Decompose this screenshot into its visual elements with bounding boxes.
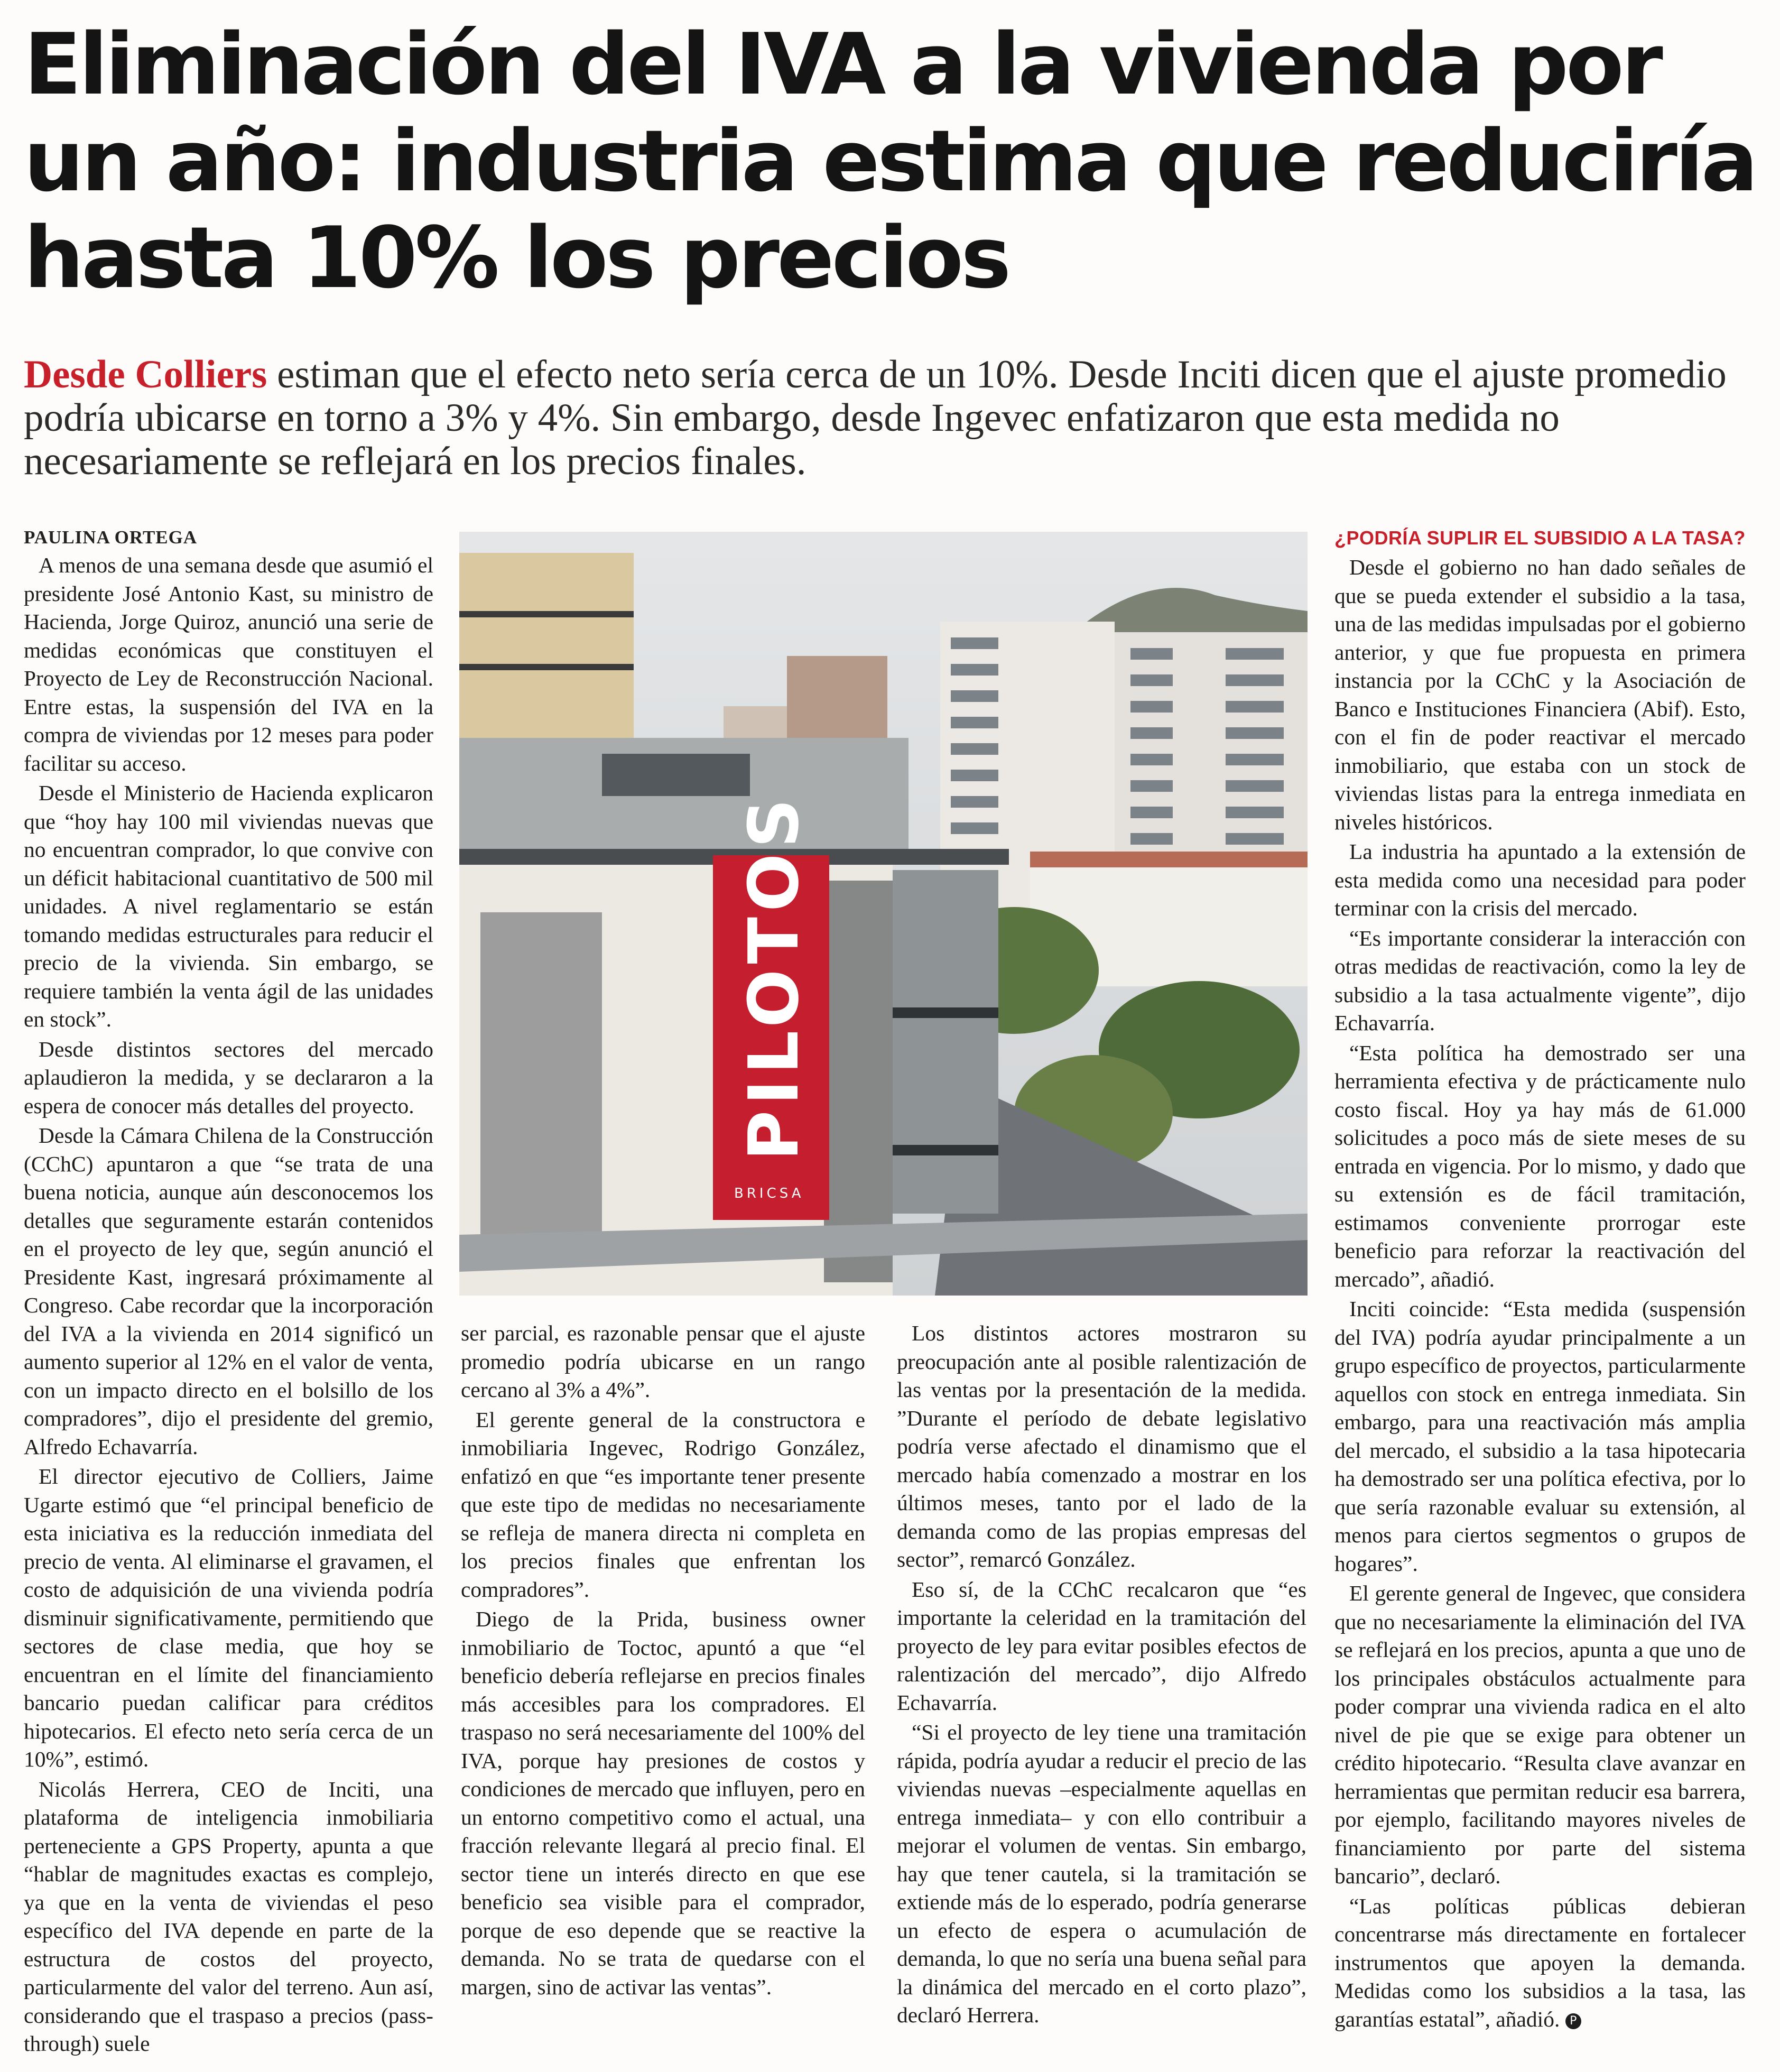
headline: Eliminación del IVA a la vivienda por un año: industria estima que reduciría hasta 10% los precios [24,15,1756,307]
column-2 [461,1319,865,2003]
paragraph: El gerente general de Ingevec, que considera que no necesariamente la eliminación del IVA se reflejará en los precios, apunta a que uno de los principales obstáculos actualmente para poder comprar una vivienda radica en el alto nivel de pie que se exige para obtener un crédito hipotecario. “Resulta clave avanzar en herramientas que permitan reducir esa barrera, por ejemplo, facilitando mayores niveles de financiamiento por parte del sistema bancario”, declaró. [1334,1581,1746,1888]
last-paragraph-text: “Las políticas públicas debieran concentrarse más directamente en fortalecer instrumentos que apoyen la demanda. Medidas como los subsidios a la tasa, las garantías estatal”, añadió. [1334,1893,1746,2031]
paragraph: Desde el Ministerio de Hacienda explicaron que “hoy hay 100 mil viviendas nuevas que no encuentran comprador, lo que convive con un déficit habitacional cuantitativo de 500 mil unidades. A nivel reglamentario se están tomando medidas estructurales para reducir el precio de la vivienda. Sin embargo, se requiere también la venta ágil de las unidades en stock”. [24,781,433,1031]
paragraph: ser parcial, es razonable pensar que el ajuste promedio podría ubicarse en un rango cercano al 3% a 4%”. [461,1321,865,1402]
byline: PAULINA ORTEGA [24,527,198,548]
paragraph: Inciti coincide: “Esta medida (suspensión del IVA) podría ayudar principalmente a un grupo específico de proyectos, particularmente aquellos con stock en entrega inmediata. Sin embargo, para una reactivación más amplia del mercado, el subsidio a la tasa hipotecaria ha demostrado ser una política efectiva, por lo que sería razonable evaluar su extensión, al menos para ciertos segmentos o grupos de hogares”. [1334,1297,1746,1576]
banner-text: PILOTOS [734,793,814,1161]
paragraph: El gerente general de la constructora e inmobiliaria Ingevec, Rodrigo González, enfatizó en que “es importante tener presente que este tipo de medidas no necesariamente se refleja de manera directa ni completa en los precios finales que enfrentan los compradores”. [461,1407,865,1602]
paragraph: Eso sí, de la CChC recalcaron que “es importante la celeridad en la tramitación del proyecto de ley para evitar posibles efectos de ralentización del mercado”, dijo Alfredo Echavarría. [897,1577,1306,1715]
paragraph: “Esta política ha demostrado ser una herramienta efectiva y de prácticamente nulo costo fiscal. Hoy ya hay más de 61.000 solicitudes a poco más de siete meses de su entrada en vigencia. Por lo mismo, y dado que su extensión es de fácil tramitación, estimamos conveniente prorrogar este beneficio para reforzar la reactivación del mercado”, añadió. [1334,1040,1746,1291]
paragraph: La industria ha apuntado a la extensión de esta medida como una necesidad para poder terminar con la crisis del mercado. [1334,839,1746,920]
article-photo [459,532,1308,1296]
paragraph: Desde la Cámara Chilena de la Construcción (CChC) apuntaron a que “se trata de una buena noticia, aunque aún desconocemos los detalles que seguramente estarán contenidos en el proyecto de ley que, según anunció el Presidente Kast, ingresará próximamente al Congreso. Cabe recordar que la incorporación del IVA a la vivienda en 2014 significó un aumento superior al 12% en el valor de venta, con un impacto directo en el bolsillo de los compradores”, dijo el presidente del gremio, Alfredo Echavarría. [24,1123,433,1459]
column-3 [897,1319,1306,2031]
end-mark-icon: P [1565,2013,1581,2029]
paragraph: Nicolás Herrera, CEO de Inciti, una plataforma de inteligencia inmobiliaria perteneciente a GPS Property, apunta a que “hablar de magnitudes exactas es complejo, ya que en la venta de viviendas el peso específico del IVA depende en parte de la estructura de costos del proyecto, particularmente del valor del terreno. Aun así, considerando que el traspaso a precios (pass-through) suele [24,1777,433,2056]
brand-text: BRICSA [734,1186,804,1201]
paragraph: Diego de la Prida, business owner inmobiliario de Toctoc, apuntó a que “el beneficio debería reflejarse en precios finales más accesibles para los compradores. El traspaso no será necesariamente del 100% del IVA, porque hay presiones de costos y condiciones de mercado que influyen, pero en un entorno competitivo como el actual, una fracción relevante llegará al precio final. El sector tiene un interés directo en que ese beneficio sea visible para el comprador, porque de eso depende que se reactive la demanda. No se trata de quedarse con el margen, sino de activar las ventas”. [461,1607,865,1999]
paragraph: “Es importante considerar la interacción con otras medidas de reactivación, como la ley de subsidio a la tasa actualmente vigente”, dijo Echavarría. [1334,926,1746,1035]
paragraph: Desde distintos sectores del mercado aplaudieron la medida, y se declararon a la espera de conocer más detalles del proyecto. [24,1037,433,1118]
lead-strong: Desde Colliers [24,353,267,396]
section-subhead: ¿PODRÍA SUPLIR EL SUBSIDIO A LA TASA? [1334,527,1746,549]
lead-rest: estiman que el efecto neto sería cerca de un 10%. Desde Inciti dicen que el ajuste promedio podría ubicarse en torno a 3% y 4%. Sin embargo, desde Ingevec enfatizaron que esta medida no necesariamente se reflejará en los precios finales. [24,353,1727,483]
paragraph: El director ejecutivo de Colliers, Jaime Ugarte estimó que “el principal beneficio de esta iniciativa es la reducción inmediata del precio de venta. Al eliminarse el gravamen, el costo de adquisición de una vivienda podría disminuir significativamente, permitiendo que sectores de clase media, que hoy se encuentran en el límite del financiamiento bancario puedan calificar para créditos hipotecarios. El efecto neto sería cerca de un 10%”, estimó. [24,1464,433,1771]
paragraph: Desde el gobierno no han dado señales de que se pueda extender el subsidio a la tasa, una de las medidas impulsadas por el gobierno anterior, y que fue propuesta en primera instancia por la CChC y la Asociación de Banco e Instituciones Financiera (Abif). Esto, con el fin de poder reactivar el mercado inmobiliario, que estaba con un stock de viviendas listas para la entrega inmediata en niveles históricos. [1334,555,1746,834]
paragraph: “Si el proyecto de ley tiene una tramitación rápida, podría ayudar a reducir el precio de las viviendas nuevas –especialmente aquellas en entrega inmediata– y con ello contribuir a mejorar el volumen de ventas. Sin embargo, hay que tener cautela, si la tramitación se extiende más de lo esperado, podría generarse un efecto de espera o acumulación de demanda, lo que no sería una buena señal para la dinámica del mercado en el corto plazo”, declaró Herrera. [897,1720,1306,2027]
column-4 [1334,526,1746,2035]
building-left-top [459,553,634,738]
paragraph: Los distintos actores mostraron su preocupación ante al posible ralentización de las ventas por la presentación de la medida. ”Durante el período de debate legislativo podría verse afectado el dinamismo que el mercado había comenzado a mostrar en los últimos meses, tanto por el lado de la demanda como de las propias empresas del sector”, remarcó González. [897,1321,1306,1571]
column-1 [24,526,433,2060]
paragraph: A menos de una semana desde que asumió el presidente José Antonio Kast, su ministro de Hacienda, Jorge Quiroz, anunció una serie de medidas económicas que constituyen el Proyecto de Ley de Reconstrucción Nacional. Entre estas, la suspensión del IVA en la compra de viviendas por 12 meses para poder facilitar su acceso. [24,553,433,775]
lead-paragraph [24,353,1757,483]
paragraph-last [1334,1892,1746,2034]
